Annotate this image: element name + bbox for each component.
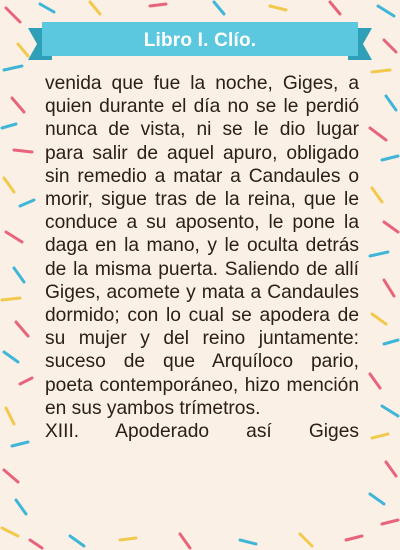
text-paragraph-section-xiii: XIII. Apoderado así Giges (45, 421, 359, 443)
chapter-title: Libro I. Clío. (143, 30, 257, 51)
chapter-banner (28, 22, 372, 60)
book-text (45, 72, 359, 443)
text-paragraph: venida que fue la noche, Giges, a quien durante el día no se le perdió nunca de vista, ni se le dio lugar para salir de aquel apuro, obligado sin remedio a matar a Candaules o morir, sigue tras de la reina, que le conduce a su aposento, le pone la daga en la mano, y le oculta detrás de la misma puerta. Saliendo de allí Giges, acomete y mata a Candaules dormido; con lo cual se apodera de su mujer y del reino juntamente: suceso de que Arquíloco pario, poeta contemporáneo, hizo mención en sus yambos trímetros. (45, 73, 359, 419)
